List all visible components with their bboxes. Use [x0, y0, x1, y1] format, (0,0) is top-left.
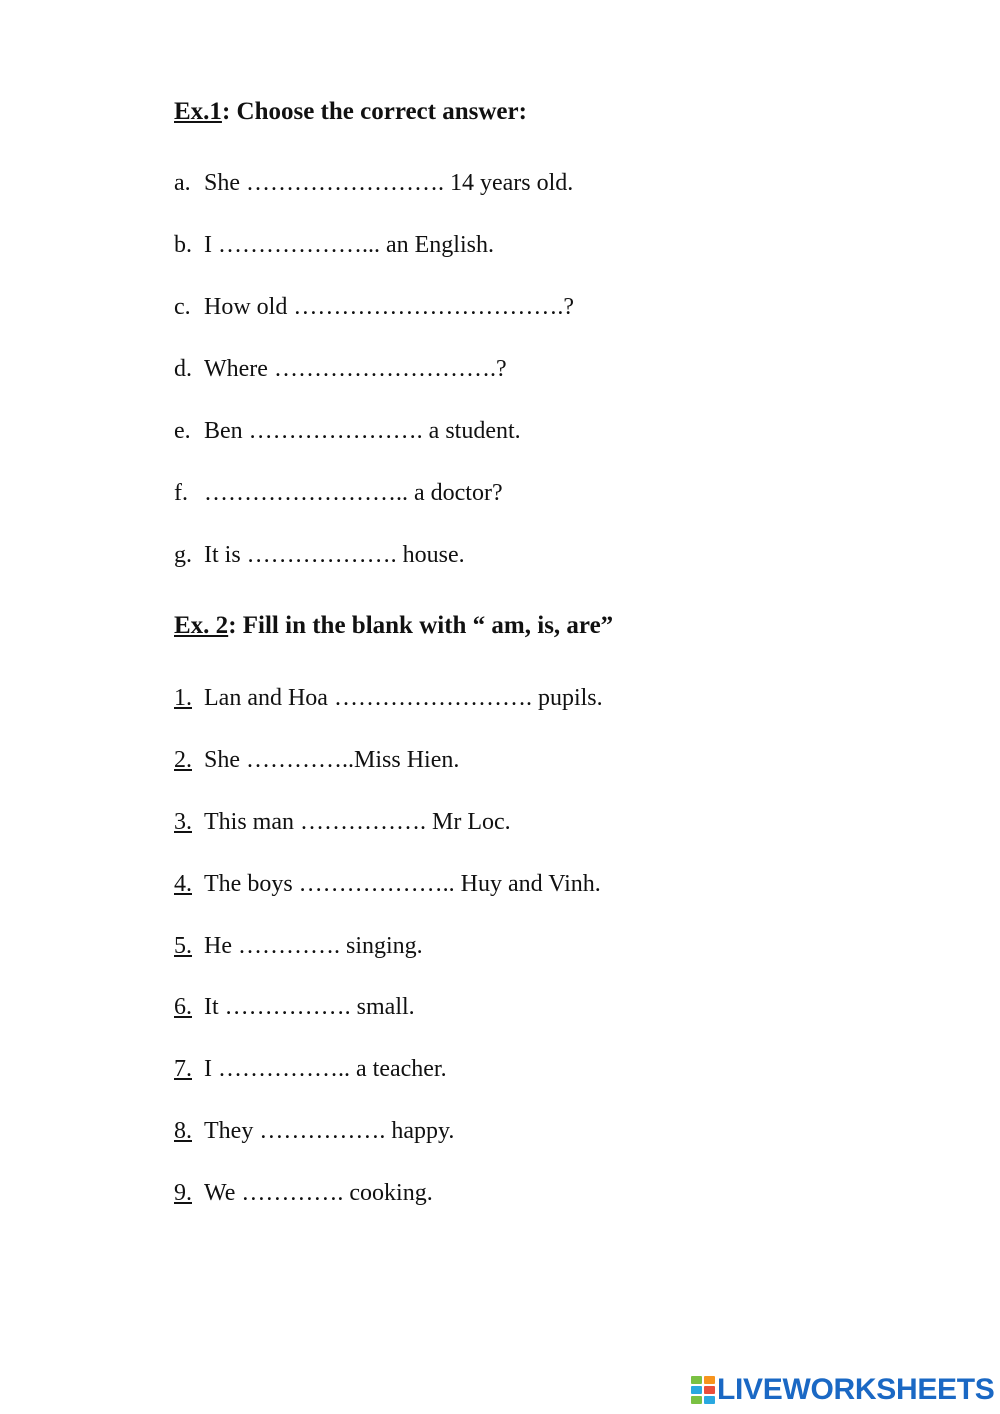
- ex1-item-marker: e.: [174, 418, 191, 444]
- ex2-item-marker: 4.: [174, 871, 192, 897]
- ex1-item-a: [174, 168, 573, 198]
- liveworksheets-logo[interactable]: [691, 1372, 995, 1408]
- ex2-item-text: He …………. singing.: [204, 933, 423, 959]
- ex2-heading-text: : Fill in the blank with “ am, is, are”: [228, 612, 614, 639]
- ex2-item-2: [174, 745, 459, 775]
- ex1-item-marker: g.: [174, 542, 192, 568]
- ex2-heading: [174, 611, 613, 641]
- ex2-item-5: [174, 931, 423, 961]
- ex1-item-marker: d.: [174, 356, 192, 382]
- ex1-item-text: She ……………………. 14 years old.: [204, 170, 574, 196]
- ex2-item-text: We …………. cooking.: [204, 1180, 433, 1206]
- ex2-item-text: She …………..Miss Hien.: [204, 747, 460, 773]
- ex1-item-text: Ben …………………. a student.: [204, 418, 521, 444]
- ex1-item-text: Where ……………………….?: [204, 356, 507, 382]
- ex2-heading-number: Ex. 2: [174, 612, 229, 639]
- ex1-item-g: [174, 540, 465, 570]
- ex2-item-7: [174, 1054, 447, 1084]
- ex2-item-3: [174, 807, 511, 837]
- ex1-item-c: [174, 292, 574, 322]
- ex2-item-text: The boys ……………….. Huy and Vinh.: [204, 871, 601, 897]
- ex1-item-text: …………………….. a doctor?: [204, 480, 503, 506]
- ex2-item-text: Lan and Hoa ……………………. pupils.: [204, 685, 603, 711]
- ex1-item-f: [174, 478, 503, 508]
- ex2-item-marker: 8.: [174, 1118, 192, 1144]
- ex2-item-marker: 6.: [174, 994, 192, 1020]
- ex2-item-marker: 1.: [174, 685, 192, 711]
- ex2-item-marker: 2.: [174, 747, 192, 773]
- ex1-item-marker: f.: [174, 480, 188, 506]
- liveworksheets-wordmark: LIVEWORKSHEETS: [717, 1373, 995, 1406]
- ex2-item-1: [174, 683, 603, 713]
- liveworksheets-blocks-icon: [691, 1376, 715, 1404]
- ex2-item-6: [174, 992, 415, 1022]
- ex1-item-text: I ………………... an English.: [204, 232, 494, 258]
- ex2-item-8: [174, 1116, 454, 1146]
- ex2-item-marker: 5.: [174, 933, 192, 959]
- ex2-item-marker: 7.: [174, 1056, 192, 1082]
- ex1-item-text: It is ………………. house.: [204, 542, 465, 568]
- ex2-item-text: I …………….. a teacher.: [204, 1056, 447, 1082]
- ex1-item-marker: c.: [174, 294, 191, 320]
- ex1-heading-text: : Choose the correct answer:: [221, 98, 527, 125]
- ex2-item-marker: 3.: [174, 809, 192, 835]
- ex1-item-e: [174, 416, 521, 446]
- ex2-item-marker: 9.: [174, 1180, 192, 1206]
- ex1-item-marker: a.: [174, 170, 191, 196]
- ex1-heading: [174, 97, 527, 127]
- ex2-item-text: It ……………. small.: [204, 994, 415, 1020]
- ex2-item-4: [174, 869, 601, 899]
- ex2-item-9: [174, 1178, 433, 1208]
- ex2-item-text: They ……………. happy.: [204, 1118, 455, 1144]
- ex1-item-text: How old …………………………….?: [204, 294, 574, 320]
- ex1-item-d: [174, 354, 507, 384]
- ex1-item-b: [174, 230, 494, 260]
- ex1-heading-number: Ex.1: [174, 98, 222, 125]
- ex1-item-marker: b.: [174, 232, 192, 258]
- ex2-item-text: This man ……………. Mr Loc.: [204, 809, 511, 835]
